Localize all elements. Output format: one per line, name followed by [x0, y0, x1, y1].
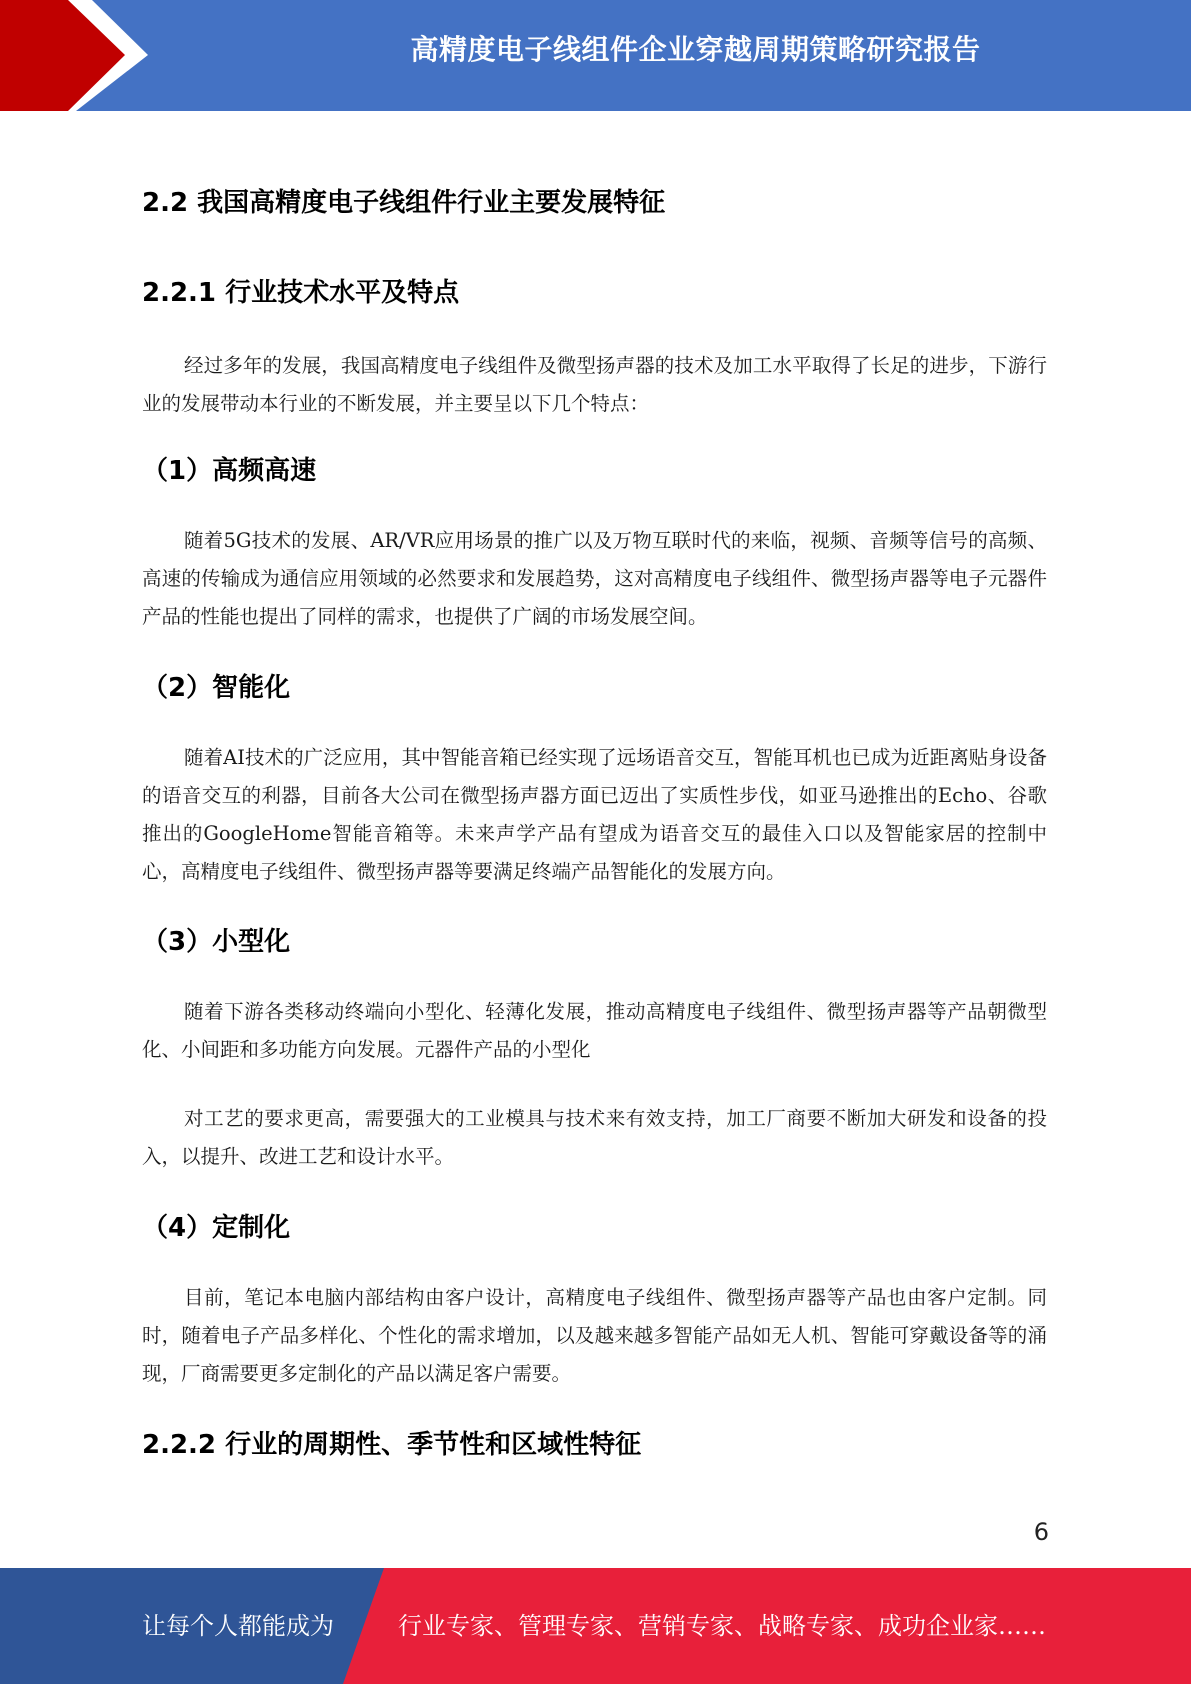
- feature-heading-miniaturization: （3）小型化: [142, 927, 291, 957]
- header-banner: [0, 0, 1191, 111]
- section-heading-2-2-2: 2.2.2 行业的周期性、季节性和区域性特征: [142, 1430, 642, 1460]
- intro-paragraph: 经过多年的发展，我国高精度电子线组件及微型扬声器的技术及加工水平取得了长足的进步，下游行业的发展带动本行业的不断发展，并主要呈以下几个特点：: [142, 354, 1047, 415]
- feature-paragraph-intelligent: 随着AI技术的广泛应用，其中智能音箱已经实现了远场语音交互，智能耳机也已成为近距离贴身设备的语音交互的利器，目前各大公司在微型扬声器方面已迈出了实质性步伐，如亚马逊推出的Echo、谷歌推出的GoogleHome智能音箱等。未来声学产品有望成为语音交互的最佳入口以及智能家居的控制中心，高精度电子线组件、微型扬声器等要满足终端产品智能化的发展方向。: [142, 746, 1047, 883]
- footer-slogan-left: 让每个人都能成为: [142, 1612, 334, 1640]
- header-red-chevron-decoration: [0, 0, 160, 111]
- footer-banner: [0, 1568, 1191, 1684]
- feature-paragraph-miniaturization-1: 随着下游各类移动终端向小型化、轻薄化发展，推动高精度电子线组件、微型扬声器等产品朝微型化、小间距和多功能方向发展。元器件产品的小型化: [142, 1000, 1047, 1061]
- feature-paragraph-high-frequency: 随着5G技术的发展、AR/VR应用场景的推广以及万物互联时代的来临，视频、音频等信号的高频、高速的传输成为通信应用领域的必然要求和发展趋势，这对高精度电子线组件、微型扬声器等电子元器件产品的性能也提出了同样的需求，也提供了广阔的市场发展空间。: [142, 529, 1047, 628]
- feature-heading-customization: （4）定制化: [142, 1213, 291, 1243]
- page-number: 6: [1033, 1518, 1049, 1546]
- feature-heading-high-frequency: （1）高频高速: [142, 456, 317, 486]
- feature-heading-intelligent: （2）智能化: [142, 673, 291, 703]
- feature-paragraph-miniaturization-2: 对工艺的要求更高，需要强大的工业模具与技术来有效支持，加工厂商要不断加大研发和设备的投入，以提升、改进工艺和设计水平。: [142, 1107, 1047, 1168]
- feature-paragraph-customization: 目前，笔记本电脑内部结构由客户设计，高精度电子线组件、微型扬声器等产品也由客户定制。同时，随着电子产品多样化、个性化的需求增加，以及越来越多智能产品如无人机、智能可穿戴设备等的涌现，厂商需要更多定制化的产品以满足客户需要。: [142, 1286, 1047, 1385]
- section-heading-2-2: 2.2 我国高精度电子线组件行业主要发展特征: [142, 188, 666, 218]
- section-heading-2-2-1: 2.2.1 行业技术水平及特点: [142, 278, 460, 308]
- report-title: 高精度电子线组件企业穿越周期策略研究报告: [410, 33, 981, 66]
- footer-slogan-right: 行业专家、管理专家、营销专家、战略专家、成功企业家……: [398, 1612, 1046, 1640]
